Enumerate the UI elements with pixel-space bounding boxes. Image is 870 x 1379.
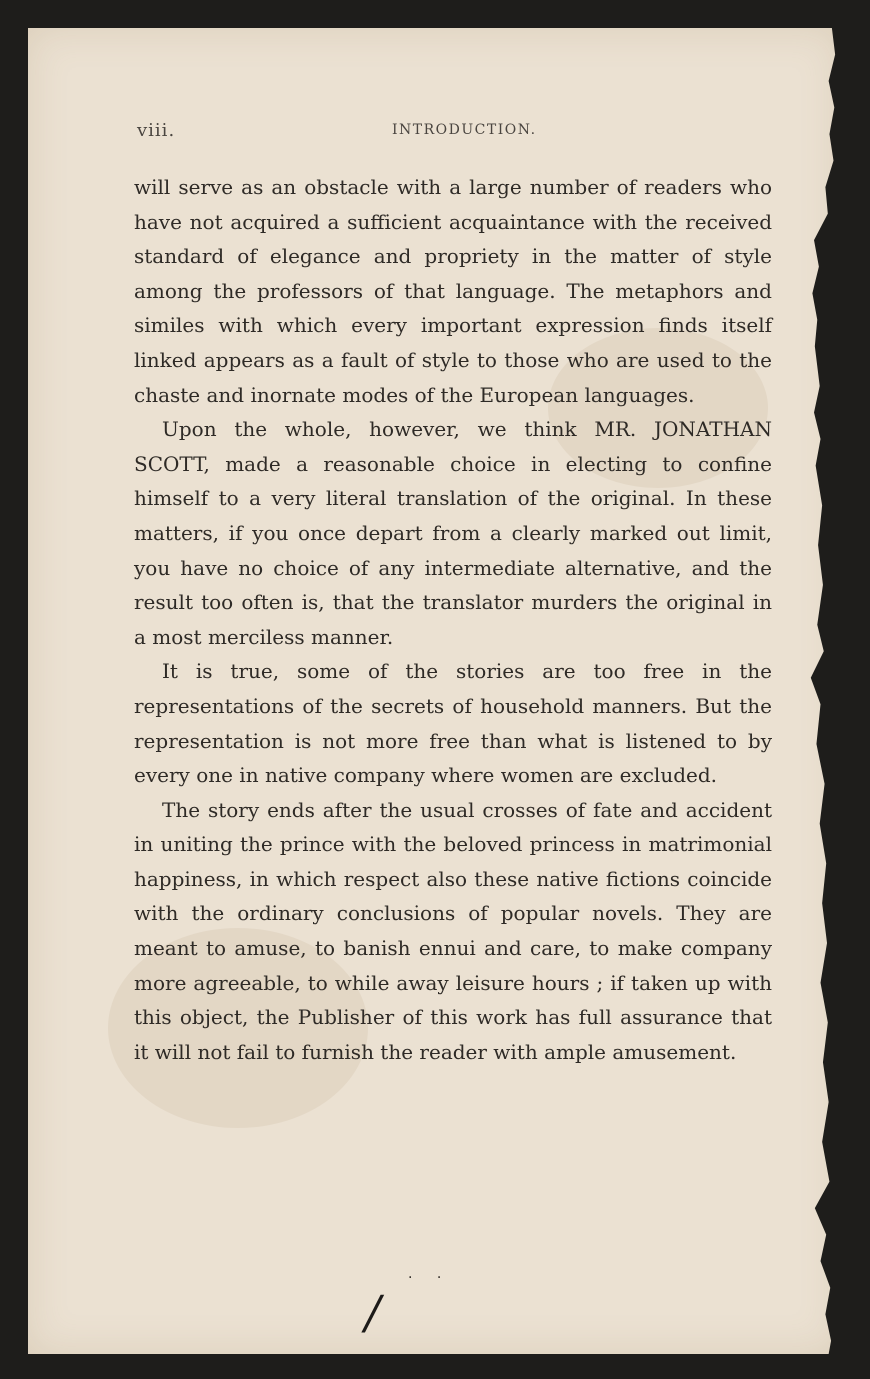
footer-dots: · · [408, 1270, 452, 1286]
paragraph-4: The story ends after the usual crosses of fate and accident in uniting the prince with the beloved princess in matrimonial happiness, in which respect also these native fictions coincide with the ordinary conclusions of popular novels. They are meant to amuse, to banish ennui and care, to make company more agreeable, to while away leisure hours ; if taken up with this object, the Publisher of this work has full assurance that it will not fail to furnish the reader with ample amusement. [134, 797, 772, 1064]
running-head: INTRODUCTION. [392, 122, 537, 138]
handwritten-mark: / [365, 1285, 381, 1339]
text-body [134, 170, 772, 1069]
paragraph-2: Upon the whole, however, we think MR. JONATHAN SCOTT, made a reasonable choice in electing to confine himself to a very literal translation of the original. In these matters, if you once depart from a clearly marked out limit, you have no choice of any intermediate alternative, and the result too often is, that the translator murders the original in a most merciless manner. [134, 417, 772, 649]
paragraph-1: will serve as an obstacle with a large number of readers who have not acquired a sufficient acquaintance with the received standard of elegance and propriety in the matter of style among the professors of that language. The metaphors and similes with which every important expression finds itself linked appears as a fault of style to those who are used to the chaste and inornate modes of the European languages. [134, 175, 772, 407]
paragraph-3: It is true, some of the stories are too free in the representations of the secrets of household manners. But the representation is not more free than what is listened to by every one in native company where women are excluded. [134, 659, 772, 788]
page-header [137, 120, 777, 144]
page-number: viii. [137, 120, 176, 141]
